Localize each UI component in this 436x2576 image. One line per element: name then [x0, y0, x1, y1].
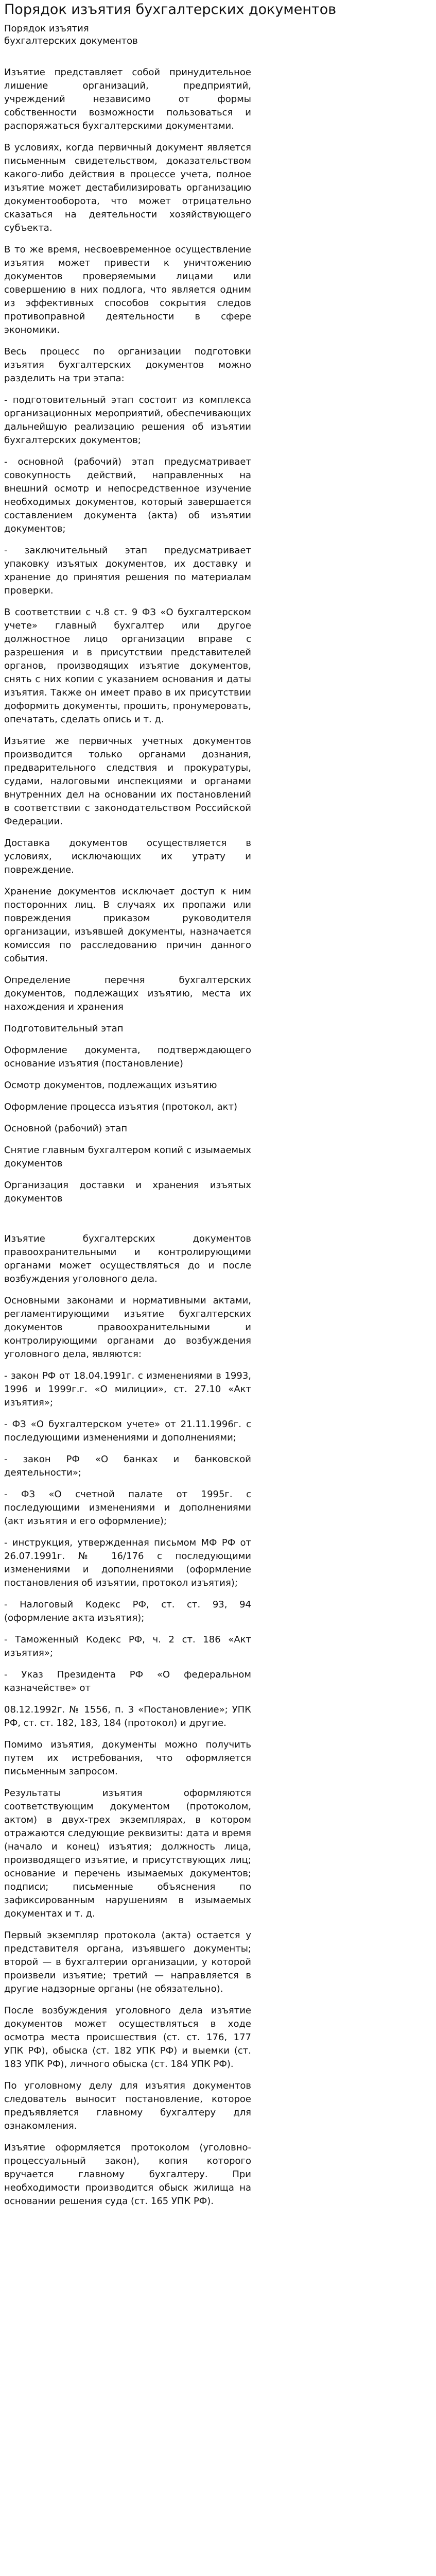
paragraph: По уголовному делу для изъятия документов следователь выносит постановление, которое предъявляется главному бухгалтеру для ознакомления.	[4, 2080, 251, 2131]
paragraph: Изъятие же первичных учетных документов производится только органами дознания, предварительного следствия и прокуратуры, судами, налоговыми инспекциями и органами внутренних дел на основании их постановлений в соответствии с законодательством Российской Федерации.	[4, 736, 251, 827]
paragraph: Доставка документов осуществляется в условиях, исключающих их утрату и повреждение.	[4, 838, 251, 875]
paragraph: Хранение документов исключает доступ к ним посторонних лиц. В случаях их пропажи или повреждения приказом руководителя организации, изъявшей документы, назначается комиссия по расследованию причин данного события.	[4, 886, 251, 964]
paragraph: - заключительный этап предусматривает упаковку изъятых документов, их доставку и хранение до принятия решения по материалам проверки.	[4, 545, 251, 596]
spacer	[4, 1214, 251, 1232]
page-title: Порядок изъятия бухгалтерских документов	[4, 2, 337, 18]
paragraph: 08.12.1992г. № 1556, п. 3 «Постановление»; УПК РФ, ст. ст. 182, 183, 184 (протокол) и другие.	[4, 1704, 251, 1728]
paragraph: Изъятие представляет собой принудительное лишение организаций, предприятий, учреждений независимо от формы собственности возможности пользоваться и распоряжаться бухгалтерскими документами.	[4, 67, 251, 131]
paragraph: Снятие главным бухгалтером копий с изымаемых документов	[4, 1145, 251, 1169]
paragraph: Первый экземпляр протокола (акта) остается у представителя органа, изъявшего документы; второй — в бухгалтерии организации, у которой произвели изъятие; третий — направляется в другие надзорные органы (не обязательно).	[4, 1930, 251, 1994]
paragraph: - закон РФ от 18.04.1991г. с изменениями в 1993, 1996 и 1999г.г. «О милиции», ст. 27.10 «Акт изъятия»;	[4, 1370, 251, 1408]
paragraph: Оформление документа, подтверждающего основание изъятия (постановление)	[4, 1045, 251, 1069]
paragraph: Основными законами и нормативными актами, регламентирующими изъятие бухгалтерских документов правоохранительными и контролирующими органами до возбуждения уголовного дела, являются:	[4, 1295, 251, 1360]
paragraph: - ФЗ «О бухгалтерском учете» от 21.11.1996г. с последующими изменениями и дополнениями;	[4, 1419, 251, 1443]
paragraph: Помимо изъятия, документы можно получить путем их истребования, что оформляется письменным запросом.	[4, 1739, 251, 1777]
paragraph: Изъятие оформляется протоколом (уголовно-процессуальный закон), копия которого вручается главному бухгалтеру. При необходимости производится обыск жилища на основании решения суда (ст. 165 УПК РФ).	[4, 2142, 251, 2207]
paragraph: - Указ Президента РФ «О федеральном казначействе» от	[4, 1669, 251, 1693]
paragraph: Результаты изъятия оформляются соответствующим документом (протоколом, актом) в двух-трех экземплярах, в котором отражаются следующие реквизиты: дата и время (начало и конец) изъятия; должность лица, производящего изъятие, и присутствующих лиц; основание и перечень изымаемых документов; подписи; письменные объяснения по зафиксированным нарушениям в изымаемых документах и т. д.	[4, 1788, 251, 1919]
paragraph: Подготовительный этап	[4, 1023, 124, 1034]
document-body	[4, 66, 251, 2208]
paragraph: Оформление процесса изъятия (протокол, акт)	[4, 1101, 238, 1112]
paragraph: - ФЗ «О счетной палате от 1995г. с последующими изменениями и дополнениями (акт изъятия и его оформление);	[4, 1489, 251, 1527]
paragraph: - инструкция, утвержденная письмом МФ РФ от 26.07.1991г. № 16/176 с последующими изменениями и дополнениями (оформление постановления об изъятии, протокол изъятия);	[4, 1537, 251, 1588]
paragraph: В то же время, несвоевременное осуществление изъятия может привести к уничтожению документов проверяемыми лицами или совершению в них подлога, что является одним из эффективных способов сокрытия следов противоправной деятельности в сфере экономики.	[4, 244, 251, 335]
paragraph: Весь процесс по организации подготовки изъятия бухгалтерских документов можно разделить на три этапа:	[4, 346, 251, 384]
paragraph: Основной (рабочий) этап	[4, 1123, 128, 1134]
paragraph: Определение перечня бухгалтерских документов, подлежащих изъятию, места их нахождения и хранения	[4, 975, 251, 1012]
paragraph: В условиях, когда первичный документ является письменным свидетельством, доказательством какого-либо действия в процессе учета, полное изъятие может дестабилизировать организацию документооборота, что может отрицательно сказаться на деятельности хозяйствующего субъекта.	[4, 142, 251, 233]
spacer	[4, 47, 251, 66]
document-page	[4, 0, 337, 2216]
paragraph: В соответствии с ч.8 ст. 9 ФЗ «О бухгалтерском учете» главный бухгалтер или другое должностное лицо организации вправе с разрешения и в присутствии представителей органов, производящих изъятие документов, снять с них копии с указанием основания и даты изъятия. Также он имеет право в их присутствии доформить документы, прошить, пронумеровать, опечатать, сделать опись и т. д.	[4, 607, 251, 725]
paragraph: - подготовительный этап состоит из комплекса организационных мероприятий, обеспечивающих дальнейшую реализацию решения об изъятии бухгалтерских документов;	[4, 395, 251, 446]
paragraph: - основной (рабочий) этап предусматривает совокупность действий, направленных на внешний осмотр и непосредственное изучение необходимых документов, который завершается составлением документа (акта) об изъятии документов;	[4, 456, 251, 534]
paragraph: Осмотр документов, подлежащих изъятию	[4, 1080, 217, 1091]
paragraph: - закон РФ «О банках и банковской деятельности»;	[4, 1454, 251, 1478]
paragraph: Изъятие бухгалтерских документов правоохранительными и контролирующими органами может осуществляться до и после возбуждения уголовного дела.	[4, 1233, 251, 1284]
page-subtitle: Порядок изъятия бухгалтерских документов	[4, 23, 138, 46]
paragraph: - Налоговый Кодекс РФ, ст. ст. 93, 94 (оформление акта изъятия);	[4, 1599, 251, 1623]
paragraph: - Таможенный Кодекс РФ, ч. 2 ст. 186 «Акт изъятия»;	[4, 1634, 251, 1658]
paragraph: После возбуждения уголовного дела изъятие документов может осуществляться в ходе осмотра места происшествия (ст. ст. 176, 177 УПК РФ), обыска (ст. 182 УПК РФ) и выемки (ст. 183 УПК РФ), личного обыска (ст. 184 УПК РФ).	[4, 2005, 251, 2070]
paragraph: Организация доставки и хранения изъятых документов	[4, 1180, 251, 1204]
